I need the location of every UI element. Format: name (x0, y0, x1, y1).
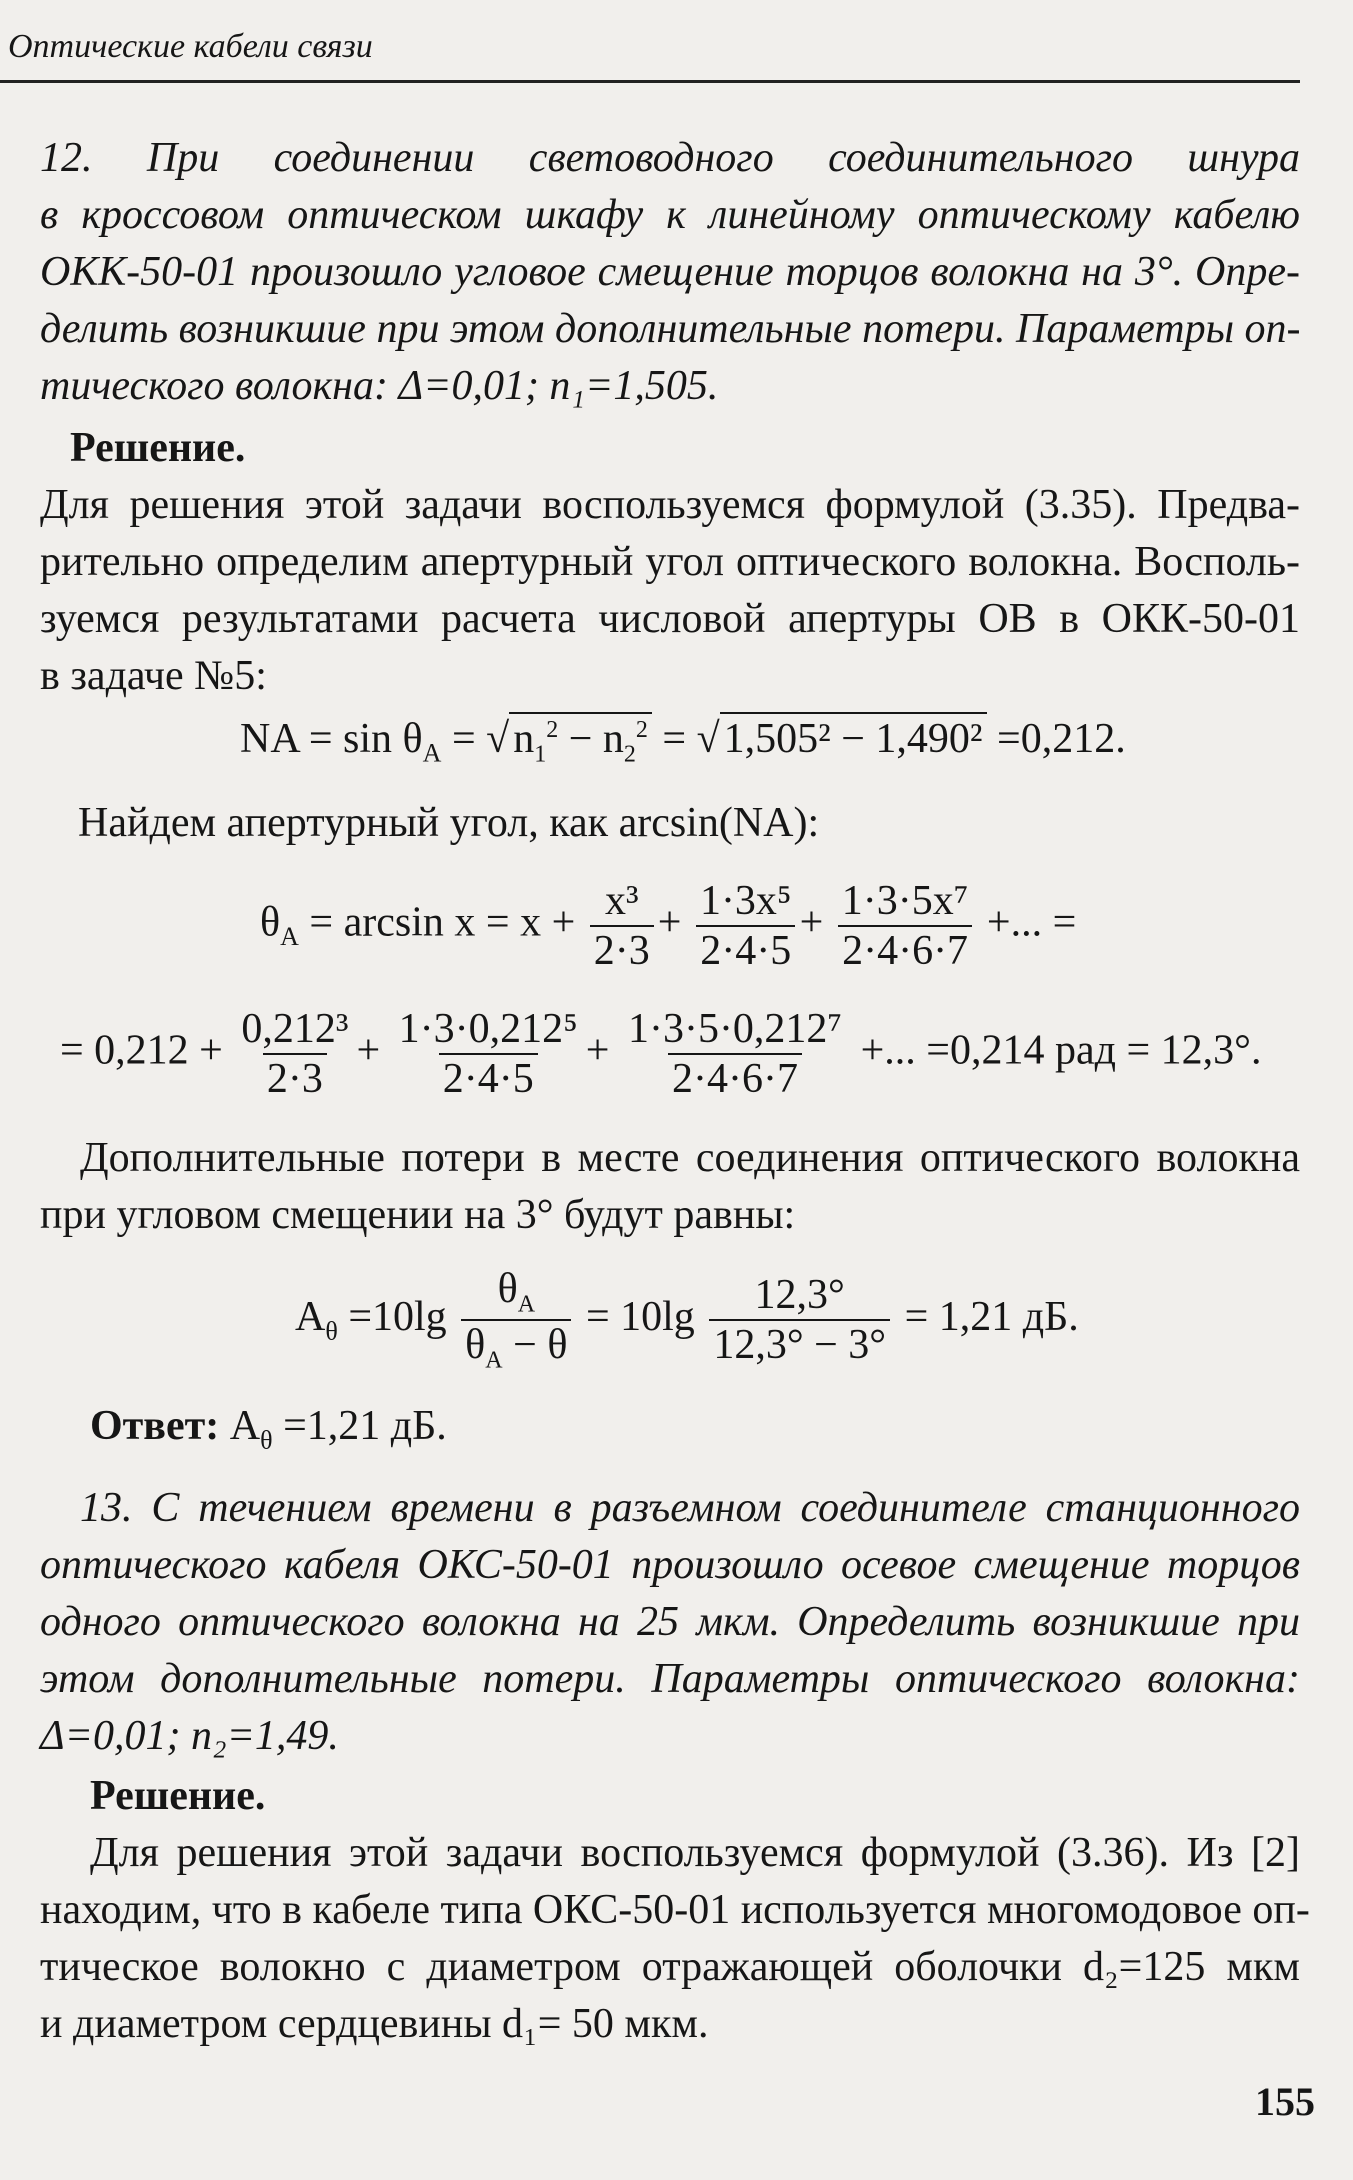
answer-12: Ответ: $A_\theta =1,21$ дБ. (90, 1403, 447, 1455)
loss-text (40, 1130, 1300, 1244)
running-header: Оптические кабели связи (8, 28, 373, 65)
formula-arcsin-series: $\theta_A = \arcsin x = x$ + $\frac{\text{x³}}{2\cdot 3}$ + $\frac{\text{1·3x⁵}}{2\cdot 4\cdot 5}$ + $\frac{\text{1·3·5x⁷}}{2\cdot 4\cdot 6\cdot 7}$ +... = (260, 878, 1077, 974)
problem-12-statement (40, 130, 1300, 415)
formula-angular-loss: $A_\theta =10\lg$ $\frac{\theta_A}{\theta_A - \theta}$ = 10lg $\frac{12,3^\circ}{12,3^\circ - 3^\circ}$ = 1,21 дБ. (295, 1266, 1079, 1374)
problem-12-solution (40, 420, 1300, 705)
find-angle-text: Найдем апертурный угол, как arcsin(NA): (78, 800, 820, 846)
formula-numerical-aperture: NA = $\sin \theta_A = √n_1^2 - n_2^2 = √1,505^2 - 1,490^2 =0,212$. (240, 718, 1126, 766)
paragraph-line: рительно определим апертурный угол оптического волокна. Восполь- (40, 539, 1300, 585)
fraction: $\frac{\text{1·3·5x⁷}}{2\cdot 4\cdot 6\cdot 7}$ (838, 880, 973, 972)
formula-arcsin-evaluation: = 0,212 + $\frac{\text{0,212³}}{2\cdot 3}$ + $\frac{\text{1·3·0,212⁵}}{2\cdot 4\cdot 5}$ + $\frac{\text{1·3·5·0,212⁷}}{2\cdot 4\cdot 6\cdot 7}$ +... =0,214 рад = 12,3°. (60, 1006, 1262, 1102)
fraction: $\frac{\theta_A}{\theta_A - \theta}$ (461, 1268, 571, 1373)
fraction: $\frac{\text{0,212³}}{2\cdot 3}$ (241, 1006, 349, 1102)
paragraph-line: зуемся результатами расчета числовой апертуры ОВ в ОКК-50-01 (40, 596, 1300, 642)
header-rule (0, 80, 1300, 83)
paragraph-line: в задаче №5: (40, 653, 267, 699)
paragraph-line: в кроссовом оптическом шкафу к линейному оптическому кабелю (40, 192, 1300, 238)
paragraph-line: оптического кабеля ОКС-50-01 произошло осевое смещение торцов (40, 1542, 1300, 1588)
paragraph-line: Для решения этой задачи воспользуемся формулой (3.35). Предва- (40, 482, 1300, 528)
fraction: $\frac{\text{1·3·0,212⁵}}{2\cdot 4\cdot 5}$ (398, 1006, 578, 1102)
fraction: $\frac{\text{1·3x⁵}}{2\cdot 4\cdot 5}$ (696, 880, 796, 972)
paragraph-line: 12. При соединении световодного соединительного шнура (40, 135, 1300, 181)
paragraph-line: Дополнительные потери в месте соединения оптического волокна (80, 1135, 1300, 1181)
paragraph-line: находим, что в кабеле типа ОКС-50-01 используется многомодовое оп- (40, 1887, 1310, 1933)
problem-13-solution (40, 1768, 1310, 2053)
paragraph-line: ОКК-50-01 произошло угловое смещение торцов волокна на 3°. Опре- (40, 249, 1300, 295)
square-root: $√n_1^2 - n_2^2$ (486, 718, 652, 766)
page-number: 155 (1255, 2079, 1315, 2124)
fraction: $\frac{\text{x³}}{2\cdot 3}$ (590, 880, 654, 972)
solution-label: Решение. (90, 1773, 266, 1819)
paragraph-line: делить возникшие при этом дополнительные потери. Параметры оп- (40, 306, 1301, 352)
square-root: √1,505² − 1,490² (697, 718, 987, 760)
problem-13-statement (40, 1480, 1300, 1765)
paragraph-line: и диаметром сердцевины d₁= 50 мкм. (40, 2001, 709, 2047)
paragraph-line: при угловом смещении на 3° будут равны: (40, 1192, 796, 1238)
paragraph-line: одного оптического волокна на 25 мкм. Определить возникшие при (40, 1599, 1300, 1645)
paragraph-line: 13. С течением времени в разъемном соединителе станционного (80, 1485, 1300, 1531)
fraction: $\frac{\text{1·3·5·0,212⁷}}{2\cdot 4\cdot 6\cdot 7}$ (627, 1006, 843, 1102)
paragraph-line: тическое волокно с диаметром отражающей оболочки d₂=125 мкм (40, 1944, 1300, 1990)
paragraph-line: этом дополнительные потери. Параметры оптического волокна: (40, 1656, 1300, 1702)
paragraph-line: тического волокна: Δ=0,01; n₁=1,505. (40, 363, 719, 409)
paragraph-line: Δ=0,01; n₂=1,49. (40, 1713, 339, 1759)
solution-label: Решение. (70, 425, 246, 471)
fraction: $\frac{12,3^\circ}{12,3^\circ - 3^\circ}$ (709, 1274, 890, 1366)
paragraph-line: Для решения этой задачи воспользуемся формулой (3.36). Из [2] (90, 1830, 1300, 1876)
